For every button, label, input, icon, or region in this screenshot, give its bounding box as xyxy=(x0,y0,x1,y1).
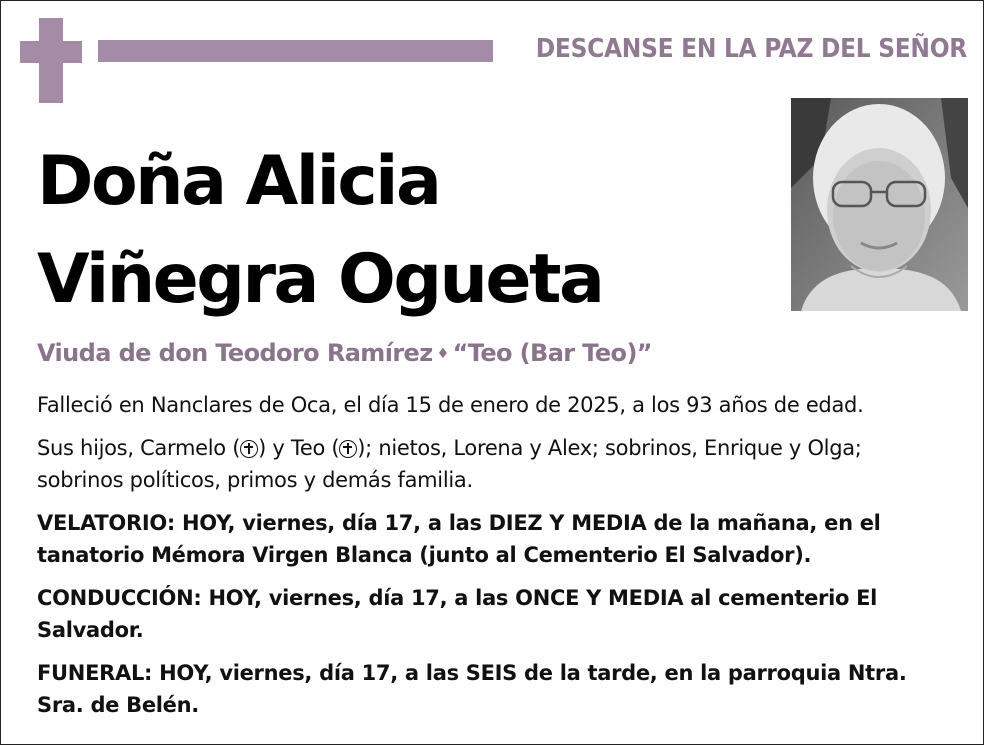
velatorio-notice: VELATORIO: HOY, viernes, día 17, a las DIEZ Y MEDIA de la mañana, en el tanatorio Mémora Virgen Blanca (junto al Cementerio El Salvador). xyxy=(37,511,881,567)
obituary-body xyxy=(37,389,947,732)
deceased-name xyxy=(37,133,602,329)
diamond-separator-icon: ♦ xyxy=(436,346,449,362)
family-list: Sus hijos, Carmelo ( ) y Teo ( ); nietos, Lorena y Alex; sobrinos, Enrique y Olga; sobrinos políticos, primos y demás familia. xyxy=(37,436,862,492)
deceased-subtitle xyxy=(37,339,652,367)
death-notice: Falleció en Nanclares de Oca, el día 15 de enero de 2025, a los 93 años de edad. xyxy=(37,393,864,417)
nickname: “Teo (Bar Teo)” xyxy=(452,339,652,367)
portrait-photo xyxy=(791,98,968,311)
cross-in-circle-icon xyxy=(339,440,357,458)
conduccion-notice: CONDUCCIÓN: HOY, viernes, día 17, a las ONCE Y MEDIA al cementerio El Salvador. xyxy=(37,586,878,642)
header-bar xyxy=(98,40,493,62)
deceased-name-line2: Viñegra Ogueta xyxy=(37,240,603,319)
cross-in-circle-icon xyxy=(240,440,258,458)
header-motto: DESCANSE EN LA PAZ DEL SEÑOR xyxy=(535,34,967,64)
funeral-notice: FUNERAL: HOY, viernes, día 17, a las SEIS de la tarde, en la parroquia Ntra. Sra. de Belén. xyxy=(37,661,907,717)
deceased-name-line1: Doña Alicia xyxy=(37,142,440,221)
widow-of: Viuda de don Teodoro Ramírez xyxy=(37,339,433,367)
